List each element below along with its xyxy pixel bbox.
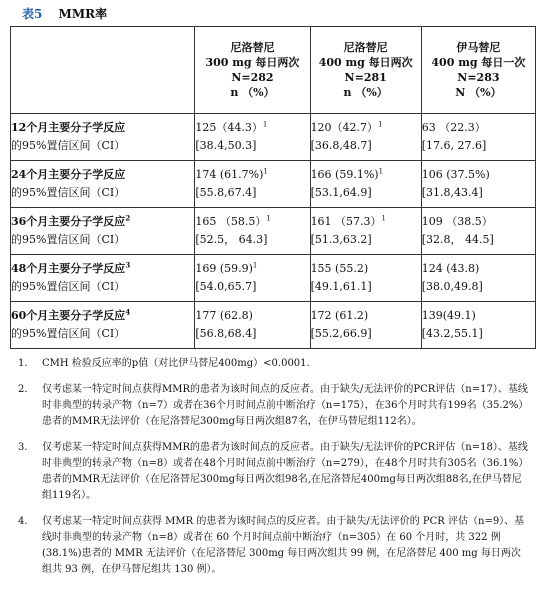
- cell-value: 161 $(57.3)^1$: [310, 214, 387, 228]
- cell-ci: [53.1,64.9]: [310, 186, 372, 199]
- table-row: [11, 114, 536, 161]
- cell-footnote: 1: [262, 120, 268, 129]
- row-label: 48个月主要分子学反应$^3$: [11, 260, 131, 275]
- row-label-footnote: 4: [125, 307, 131, 317]
- column-header: [310, 27, 421, 114]
- value-cell: [310, 208, 421, 255]
- cell-value: $125(44.3)^1$: [195, 120, 268, 134]
- cell-value: 169 $(59.9)^1$: [195, 261, 258, 275]
- value-cell: [421, 255, 535, 302]
- value-cell: [421, 208, 535, 255]
- column-drug: 伊马替尼: [456, 41, 501, 54]
- cell-ci: [38.0,49.8]: [421, 280, 483, 293]
- ci-label: 的95%置信区间（CI）: [11, 280, 126, 293]
- footnote-item: [18, 356, 530, 372]
- column-drug: 尼洛替尼: [230, 41, 275, 54]
- column-header: [195, 27, 310, 114]
- cell-value: 109 （38.5）: [421, 215, 493, 228]
- cell-value: 177 (62.8): [195, 309, 253, 322]
- row-label-footnote: 2: [125, 213, 131, 223]
- cell-value: 124 (43.8): [421, 262, 480, 275]
- value-cell: [310, 161, 421, 208]
- footnote-text: CMH 检验反应率的p值（对比伊马替尼400mg）<0.0001.: [42, 358, 310, 369]
- footnote-text: 仅考虑某一特定时间点获得 MMR 的患者为该时间点的反应者。由于缺失/无法评价的 PCR 评估（n=9）、基线时非典型的转录产物（n=8）或者在 60 个月时间点前中断治疗（n=305）在 60 个月时，共 322 例(38.1%)患者的 MMR 无法评价（在尼洛替尼 300mg 每日两次组共 99 例，在尼洛替尼 400 mg 每日两次组共 93 例，在伊马替尼组共 130 例）。: [42, 516, 525, 575]
- column-drug: 尼洛替尼: [343, 41, 388, 54]
- value-cell: [421, 161, 535, 208]
- column-header: [421, 27, 535, 114]
- footnote-item: [18, 514, 530, 578]
- table-row: [11, 208, 536, 255]
- cell-ci: [43.2,55.1]: [421, 327, 483, 340]
- cell-footnote: 1: [378, 120, 383, 129]
- table-title: MMR率: [58, 7, 108, 21]
- cell-ci: [32.8， 44.5]: [421, 233, 494, 246]
- footnotes: [18, 356, 530, 588]
- column-n: N=281: [344, 71, 387, 84]
- column-unit: n （%）: [343, 86, 388, 99]
- cell-value: 106 (37.5%): [421, 168, 490, 181]
- footnote-item: [18, 440, 530, 504]
- header-empty-cell: [11, 27, 195, 114]
- column-dose: 300 mg 每日两次: [205, 56, 300, 69]
- value-cell: [310, 255, 421, 302]
- column-n: N=282: [231, 71, 274, 84]
- cell-ci: [36.8,48.7]: [310, 139, 372, 152]
- ci-label: 的95%置信区间（CI）: [11, 233, 126, 246]
- row-label-cell: [11, 255, 195, 302]
- cell-ci: [51.3,63.2]: [310, 233, 372, 246]
- ci-label: 的95%置信区间（CI）: [11, 327, 126, 340]
- value-cell: [310, 114, 421, 161]
- column-dose: 400 mg 每日一次: [431, 56, 526, 69]
- cell-ci: [52.5， 64.3]: [195, 233, 268, 246]
- column-n: N=283: [457, 71, 500, 84]
- cell-footnote: 1: [263, 167, 268, 176]
- value-cell: [195, 208, 310, 255]
- table-caption: [22, 5, 107, 22]
- cell-footnote: 1: [252, 261, 258, 270]
- cell-ci: [54.0,65.7]: [195, 280, 257, 293]
- table-row: [11, 161, 536, 208]
- value-cell: [195, 255, 310, 302]
- ci-label: 的95%置信区间（CI）: [11, 186, 126, 199]
- value-cell: [195, 302, 310, 349]
- row-label: 12个月主要分子学反应: [11, 121, 126, 134]
- row-label-cell: [11, 302, 195, 349]
- cell-value: $120(42.7)^1$: [310, 120, 383, 134]
- cell-ci: [49.1,61.1]: [310, 280, 372, 293]
- footnote-text: 仅考虑某一特定时间点获得MMR的患者为该时间点的反应者。由于缺失/无法评价的PCR评估（n=17）、基线时非典型的转录产物（n=7）或者在36个月时间点前中断治疗（n=175），在36个月时共有199名（35.2%）患者的MMR无法评价（在尼洛替尼300mg每日两次组87名，在伊马替尼组112名）。: [42, 384, 529, 427]
- cell-ci: [31.8,43.4]: [421, 186, 483, 199]
- row-label: 24个月主要分子学反应: [11, 168, 126, 181]
- table-number: 表5: [22, 7, 43, 21]
- cell-ci: [17.6, 27.6]: [421, 139, 487, 152]
- row-label-cell: [11, 208, 195, 255]
- row-label-cell: [11, 114, 195, 161]
- footnote-text: 仅考虑某一特定时间点获得MMR的患者为该时间点的反应者。由于缺失/无法评价的PCR评估（n=18）、基线时非典型的转录产物（n=8）或者在48个月时间点前中断治疗（n=279），在48个月时共有305名（36.1%）患者的MMR无法评价（在尼洛替尼300mg每日两次组98名,在尼洛替尼400mg每日两次组88名,在伊马替尼组119名）。: [42, 442, 529, 501]
- column-dose: 400 mg 每日两次: [318, 56, 413, 69]
- footnote-number: 2.: [18, 384, 28, 395]
- ci-label: 的95%置信区间（CI）: [11, 139, 126, 152]
- row-label: 60个月主要分子学反应$^4$: [11, 307, 131, 322]
- row-label-footnote: 3: [125, 260, 131, 270]
- cell-footnote: 1: [381, 214, 387, 223]
- cell-ci: [56.8,68.4]: [195, 327, 257, 340]
- row-label: 36个月主要分子学反应$^2$: [11, 213, 131, 228]
- value-cell: [421, 302, 535, 349]
- cell-value: 174 $(61.7\%)^1$: [195, 167, 268, 181]
- footnote-item: [18, 382, 530, 430]
- footnote-number: 1.: [18, 358, 28, 369]
- cell-value: 166 $(59.1\%)^1$: [310, 167, 384, 181]
- cell-value: 155 (55.2): [310, 262, 369, 275]
- value-cell: [195, 114, 310, 161]
- value-cell: [310, 302, 421, 349]
- column-unit: n （%）: [230, 86, 275, 99]
- cell-value: 165 $(58.5)^1$: [195, 214, 271, 228]
- table-header-row: [11, 27, 536, 114]
- value-cell: [195, 161, 310, 208]
- value-cell: [421, 114, 535, 161]
- mmr-table: [10, 26, 536, 349]
- cell-ci: [38.4,50.3]: [195, 139, 257, 152]
- table-row: [11, 302, 536, 349]
- table-row: [11, 255, 536, 302]
- cell-footnote: 1: [378, 167, 384, 176]
- row-label-cell: [11, 161, 195, 208]
- cell-ci: [55.2,66.9]: [310, 327, 372, 340]
- footnote-number: 3.: [18, 442, 28, 453]
- footnote-number: 4.: [18, 516, 28, 527]
- cell-value: 63 （22.3）: [421, 121, 486, 134]
- cell-ci: [55.8,67.4]: [195, 186, 257, 199]
- column-unit: N （%）: [455, 86, 502, 99]
- cell-value: 139(49.1): [421, 309, 476, 322]
- cell-footnote: 1: [266, 214, 271, 223]
- cell-value: 172 (61.2): [310, 309, 369, 322]
